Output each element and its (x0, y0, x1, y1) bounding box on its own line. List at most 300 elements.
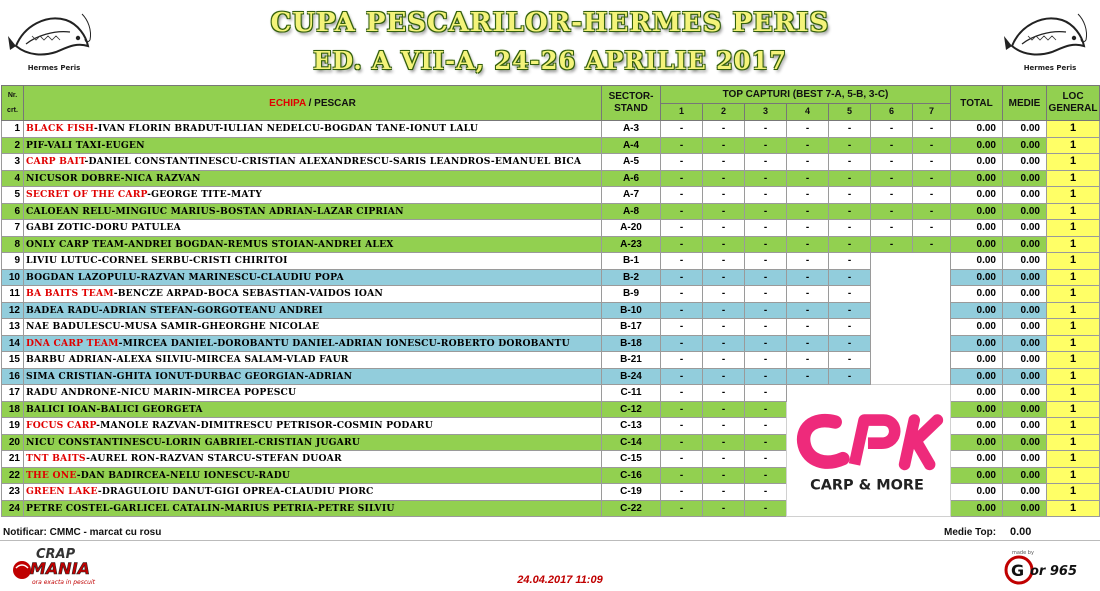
capture-cell: - (661, 121, 703, 138)
capture-cell: - (829, 121, 871, 138)
average-top-label: Medie Top: (944, 527, 997, 538)
row-number: 10 (2, 269, 24, 286)
col-nr-header: Nr. crt. (2, 86, 24, 121)
capture-cell: - (703, 220, 745, 237)
table-row (2, 253, 1100, 270)
capture-cell: - (871, 203, 913, 220)
crap-logo-bottom: MANIA (30, 559, 91, 578)
logo-caption: Hermes Peris (1023, 64, 1077, 72)
capture-cell: - (745, 368, 787, 385)
team-anglers: -BENCZE ARPAD-BOCA SEBASTIAN-VAIDOS IOAN (113, 288, 384, 300)
loc-general-value: 1 (1047, 286, 1100, 303)
medie-value: 0.00 (1003, 269, 1047, 286)
capture-cell: - (703, 302, 745, 319)
cpk-p-icon (854, 420, 894, 464)
capture-cell: - (829, 302, 871, 319)
row-number: 16 (2, 368, 24, 385)
capture-cell: - (703, 253, 745, 270)
capture-cell: - (829, 220, 871, 237)
loc-general-value: 1 (1047, 401, 1100, 418)
capture-cell: - (787, 220, 829, 237)
capture-cell: - (787, 253, 829, 270)
capture-cell: - (745, 451, 787, 468)
capture-cell: - (661, 269, 703, 286)
col-top-sub-header: 3 (745, 103, 787, 121)
loc-general-value: 1 (1047, 253, 1100, 270)
row-number: 8 (2, 236, 24, 253)
capture-cell: - (661, 467, 703, 484)
medie-value: 0.00 (1003, 253, 1047, 270)
table-row (2, 154, 1100, 171)
capture-cell: - (661, 352, 703, 369)
capture-cell: - (745, 484, 787, 501)
loc-general-value: 1 (1047, 335, 1100, 352)
crap-logo-slogan: ora exacta in pescuit (32, 579, 95, 586)
capture-cell: - (703, 451, 745, 468)
capture-cell: - (787, 203, 829, 220)
capture-cell: - (745, 253, 787, 270)
capture-cell: - (913, 137, 951, 154)
team-anglers: BARBU ADRIAN-ALEXA SILVIU-MIRCEA SALAM-VLAD FAUR (26, 354, 349, 366)
total-value: 0.00 (951, 187, 1003, 204)
col-medie-header: MEDIE (1003, 86, 1047, 121)
loc-general-value: 1 (1047, 484, 1100, 501)
page-subtitle: ED. A VII-A, 24-26 APRILIE 2017 (313, 46, 787, 75)
capture-cell: - (661, 434, 703, 451)
team-name (24, 154, 602, 171)
capture-cell: - (703, 236, 745, 253)
col-team-header-rest: / PESCAR (305, 97, 356, 109)
total-value: 0.00 (951, 451, 1003, 468)
capture-cell: - (703, 500, 745, 517)
total-value: 0.00 (951, 385, 1003, 402)
team-anglers: CALOEAN RELU-MINGIUC MARIUS-BOSTAN ADRIAN-LAZAR CIPRIAN (26, 205, 404, 217)
sector-stand: A-4 (602, 137, 661, 154)
capture-cell: - (829, 286, 871, 303)
capture-cell: - (787, 368, 829, 385)
team-anglers: SIMA CRISTIAN-GHITA IONUT-DURBAC GEORGIAN-ADRIAN (26, 370, 353, 382)
row-number: 3 (2, 154, 24, 171)
team-name (24, 451, 602, 468)
capture-cell: - (787, 137, 829, 154)
medie-value: 0.00 (1003, 352, 1047, 369)
total-value: 0.00 (951, 319, 1003, 336)
total-value: 0.00 (951, 401, 1003, 418)
capture-cell: - (661, 500, 703, 517)
capture-cell: - (745, 286, 787, 303)
capture-cell: - (745, 500, 787, 517)
team-anglers: -MANOLE RAZVAN-DIMITRESCU PETRISOR-COSMIN PODARU (96, 420, 433, 432)
total-value: 0.00 (951, 269, 1003, 286)
capture-cell: - (871, 137, 913, 154)
medie-value: 0.00 (1003, 401, 1047, 418)
sector-stand: C-13 (602, 418, 661, 435)
results-table (1, 85, 1100, 517)
crap-logo-top: CRAP (36, 547, 76, 562)
capture-cell: - (745, 302, 787, 319)
loc-general-value: 1 (1047, 500, 1100, 517)
team-club-name: TNT BAITS (26, 453, 87, 465)
capture-cell: - (703, 187, 745, 204)
average-top-value: 0.00 (1010, 526, 1032, 538)
team-club-name: BA BAITS TEAM (26, 288, 114, 300)
row-number: 12 (2, 302, 24, 319)
capture-cell: - (787, 352, 829, 369)
total-value: 0.00 (951, 418, 1003, 435)
capture-cell: - (913, 220, 951, 237)
table-row (2, 236, 1100, 253)
row-number: 9 (2, 253, 24, 270)
capture-cell: - (913, 121, 951, 138)
total-value: 0.00 (951, 434, 1003, 451)
capture-cell: - (703, 484, 745, 501)
table-row (2, 137, 1100, 154)
capture-cell: - (745, 352, 787, 369)
team-name (24, 467, 602, 484)
medie-value: 0.00 (1003, 187, 1047, 204)
row-number: 20 (2, 434, 24, 451)
row-number: 15 (2, 352, 24, 369)
capture-cell: - (829, 352, 871, 369)
capture-cell: - (703, 467, 745, 484)
sector-stand: A-20 (602, 220, 661, 237)
capture-cell: - (829, 154, 871, 171)
team-club-name: THE ONE (26, 469, 77, 481)
cpk-k-icon (905, 420, 938, 464)
capture-cell: - (871, 154, 913, 171)
team-anglers: GABI ZOTIC-DORU PATULEA (26, 222, 181, 234)
loc-general-value: 1 (1047, 269, 1100, 286)
team-anglers: NICU CONSTANTINESCU-LORIN GABRIEL-CRISTIAN JUGARU (26, 436, 361, 448)
col-top-sub-header: 2 (703, 103, 745, 121)
gor-letter: G (1011, 561, 1025, 580)
capture-cell: - (745, 269, 787, 286)
capture-cell: - (661, 319, 703, 336)
capture-cell: - (661, 368, 703, 385)
row-number: 4 (2, 170, 24, 187)
medie-value: 0.00 (1003, 286, 1047, 303)
capture-cell: - (829, 269, 871, 286)
capture-cell: - (913, 170, 951, 187)
capture-cell: - (787, 187, 829, 204)
capture-cell: - (787, 319, 829, 336)
medie-value: 0.00 (1003, 451, 1047, 468)
row-number: 7 (2, 220, 24, 237)
capture-cell: - (829, 203, 871, 220)
capture-cell: - (661, 335, 703, 352)
capture-cell: - (787, 335, 829, 352)
capture-cell: - (787, 236, 829, 253)
capture-cell: - (703, 121, 745, 138)
capture-cell: - (703, 269, 745, 286)
capture-cell: - (661, 203, 703, 220)
team-anglers: -DRAGULOIU DANUT-GIGI OPREA-CLAUDIU PIORC (97, 486, 374, 498)
table-row (2, 121, 1100, 138)
sector-stand: B-1 (602, 253, 661, 270)
col-top-sub-header: 7 (913, 103, 951, 121)
row-number: 11 (2, 286, 24, 303)
sector-stand: C-16 (602, 467, 661, 484)
loc-general-value: 1 (1047, 368, 1100, 385)
made-by-label: made by (1012, 550, 1034, 556)
total-value: 0.00 (951, 286, 1003, 303)
col-top-header: TOP CAPTURI (BEST 7-A, 5-B, 3-C) (661, 86, 951, 104)
team-anglers: -DANIEL CONSTANTINESCU-CRISTIAN ALEXANDRESCU-SARIS LEANDROS-EMANUEL BICA (84, 156, 582, 168)
header (0, 0, 1100, 84)
loc-general-value: 1 (1047, 319, 1100, 336)
capture-cell: - (703, 418, 745, 435)
cpk-tagline: CARP & MORE (810, 477, 924, 494)
row-number: 21 (2, 451, 24, 468)
total-value: 0.00 (951, 368, 1003, 385)
team-anglers: -MIRCEA DANIEL-DOROBANTU DANIEL-ADRIAN IONESCU-ROBERTO DOROBANTU (118, 337, 570, 349)
capture-cell: - (745, 401, 787, 418)
team-name (24, 500, 602, 517)
capture-cell: - (787, 170, 829, 187)
capture-cell: - (913, 154, 951, 171)
footer-note: Notificar: CMMC - marcat cu rosu (3, 527, 162, 538)
sector-stand: A-6 (602, 170, 661, 187)
row-number: 19 (2, 418, 24, 435)
medie-value: 0.00 (1003, 385, 1047, 402)
empty-area (871, 253, 951, 385)
col-top-sub-header: 1 (661, 103, 703, 121)
capture-cell: - (745, 418, 787, 435)
col-top-sub-header: 5 (829, 103, 871, 121)
sector-stand: B-10 (602, 302, 661, 319)
medie-value: 0.00 (1003, 154, 1047, 171)
capture-cell: - (829, 236, 871, 253)
hermes-peris-logo-right (1002, 6, 1098, 76)
row-number: 5 (2, 187, 24, 204)
sponsor-logo-cell (787, 385, 951, 517)
row-number: 2 (2, 137, 24, 154)
capture-cell: - (829, 253, 871, 270)
capture-cell: - (661, 302, 703, 319)
capture-cell: - (913, 203, 951, 220)
capture-cell: - (661, 154, 703, 171)
capture-cell: - (745, 121, 787, 138)
capture-cell: - (829, 187, 871, 204)
sector-stand: B-21 (602, 352, 661, 369)
team-name (24, 187, 602, 204)
capture-cell: - (745, 236, 787, 253)
capture-cell: - (661, 170, 703, 187)
loc-general-value: 1 (1047, 467, 1100, 484)
team-club-name: GREEN LAKE (26, 486, 98, 498)
sector-stand: A-5 (602, 154, 661, 171)
table-body (2, 121, 1100, 517)
hermes-peris-logo-left (6, 6, 102, 76)
capture-cell: - (745, 467, 787, 484)
total-value: 0.00 (951, 137, 1003, 154)
capture-cell: - (703, 286, 745, 303)
capture-cell: - (913, 187, 951, 204)
medie-value: 0.00 (1003, 302, 1047, 319)
team-anglers: -AUREL RON-RAZVAN STARCU-STEFAN DUOAR (86, 453, 342, 465)
team-name (24, 137, 602, 154)
col-top-sub-header: 4 (787, 103, 829, 121)
capture-cell: - (661, 385, 703, 402)
total-value: 0.00 (951, 253, 1003, 270)
total-value: 0.00 (951, 352, 1003, 369)
table-row (2, 170, 1100, 187)
sector-stand: C-22 (602, 500, 661, 517)
total-value: 0.00 (951, 203, 1003, 220)
cpk-sponsor-logo (787, 385, 947, 513)
loc-general-value: 1 (1047, 154, 1100, 171)
sector-stand: B-9 (602, 286, 661, 303)
sector-stand: A-3 (602, 121, 661, 138)
capture-cell: - (829, 335, 871, 352)
capture-cell: - (829, 170, 871, 187)
total-value: 0.00 (951, 302, 1003, 319)
table-row (2, 187, 1100, 204)
team-name (24, 418, 602, 435)
carp-fish-icon (1002, 6, 1098, 68)
team-name (24, 220, 602, 237)
capture-cell: - (661, 451, 703, 468)
capture-cell: - (787, 286, 829, 303)
col-team-header-red: ECHIPA (269, 97, 306, 109)
row-number: 22 (2, 467, 24, 484)
capture-cell: - (745, 170, 787, 187)
footer-divider (0, 540, 1100, 541)
team-anglers: BOGDAN LAZOPULU-RAZVAN MARINESCU-CLAUDIU POPA (26, 271, 344, 283)
gor-965-logo (984, 548, 1094, 586)
team-anglers: LIVIU LUTUC-CORNEL SERBU-CRISTI CHIRITOI (26, 255, 288, 267)
team-name (24, 319, 602, 336)
capture-cell: - (787, 302, 829, 319)
row-number: 14 (2, 335, 24, 352)
capture-cell: - (661, 253, 703, 270)
sector-stand: C-15 (602, 451, 661, 468)
capture-cell: - (745, 203, 787, 220)
loc-general-value: 1 (1047, 203, 1100, 220)
capture-cell: - (703, 137, 745, 154)
capture-cell: - (829, 137, 871, 154)
capture-cell: - (661, 236, 703, 253)
capture-cell: - (703, 335, 745, 352)
loc-general-value: 1 (1047, 170, 1100, 187)
team-anglers: NAE BADULESCU-MUSA SAMIR-GHEORGHE NICOLAE (26, 321, 320, 333)
team-anglers: PIF-VALI TAXI-EUGEN (26, 139, 145, 151)
total-value: 0.00 (951, 121, 1003, 138)
col-sector-header: SECTOR-STAND (602, 86, 661, 121)
capture-cell: - (871, 236, 913, 253)
row-number: 23 (2, 484, 24, 501)
capture-cell: - (829, 319, 871, 336)
capture-cell: - (661, 220, 703, 237)
team-name (24, 368, 602, 385)
capture-cell: - (703, 352, 745, 369)
total-value: 0.00 (951, 500, 1003, 517)
capture-cell: - (703, 203, 745, 220)
capture-cell: - (745, 187, 787, 204)
medie-value: 0.00 (1003, 500, 1047, 517)
logo-caption: Hermes Peris (27, 64, 81, 72)
table-row (2, 220, 1100, 237)
medie-value: 0.00 (1003, 236, 1047, 253)
team-name (24, 269, 602, 286)
medie-value: 0.00 (1003, 434, 1047, 451)
total-value: 0.00 (951, 154, 1003, 171)
loc-general-value: 1 (1047, 451, 1100, 468)
capture-cell: - (871, 170, 913, 187)
capture-cell: - (913, 236, 951, 253)
team-anglers: -DAN BADIRCEA-NELU IONESCU-RADU (76, 469, 291, 481)
capture-cell: - (787, 269, 829, 286)
team-anglers: -IVAN FLORIN BRADUT-IULIAN NEDELCU-BOGDAN TANE-IONUT LALU (94, 123, 479, 135)
total-value: 0.00 (951, 484, 1003, 501)
gor-text: or 965 (1030, 564, 1078, 579)
team-club-name: SECRET OF THE CARP (26, 189, 148, 201)
team-club-name: FOCUS CARP (26, 420, 97, 432)
medie-value: 0.00 (1003, 137, 1047, 154)
table-row (2, 385, 1100, 402)
loc-general-value: 1 (1047, 352, 1100, 369)
capture-cell: - (871, 121, 913, 138)
medie-value: 0.00 (1003, 170, 1047, 187)
team-name (24, 236, 602, 253)
capture-cell: - (787, 121, 829, 138)
row-number: 17 (2, 385, 24, 402)
capture-cell: - (661, 401, 703, 418)
capture-cell: - (703, 154, 745, 171)
capture-cell: - (703, 434, 745, 451)
sector-stand: A-7 (602, 187, 661, 204)
loc-general-value: 1 (1047, 385, 1100, 402)
medie-value: 0.00 (1003, 319, 1047, 336)
sector-stand: A-8 (602, 203, 661, 220)
capture-cell: - (703, 170, 745, 187)
medie-value: 0.00 (1003, 203, 1047, 220)
team-name (24, 335, 602, 352)
page-title: CUPA PESCARILOR-HERMES PERIS (270, 8, 830, 38)
capture-cell: - (703, 319, 745, 336)
loc-general-value: 1 (1047, 187, 1100, 204)
sector-stand: B-18 (602, 335, 661, 352)
medie-value: 0.00 (1003, 368, 1047, 385)
team-name (24, 170, 602, 187)
timestamp: 24.04.2017 11:09 (517, 574, 603, 586)
loc-general-value: 1 (1047, 137, 1100, 154)
sector-stand: C-12 (602, 401, 661, 418)
medie-value: 0.00 (1003, 418, 1047, 435)
capture-cell: - (661, 187, 703, 204)
row-number: 18 (2, 401, 24, 418)
sector-stand: B-17 (602, 319, 661, 336)
capture-cell: - (745, 137, 787, 154)
capture-cell: - (661, 286, 703, 303)
team-name (24, 302, 602, 319)
sector-stand: A-23 (602, 236, 661, 253)
total-value: 0.00 (951, 236, 1003, 253)
capture-cell: - (661, 418, 703, 435)
team-name (24, 203, 602, 220)
col-team-header (24, 86, 602, 121)
capture-cell: - (745, 319, 787, 336)
team-anglers: NICUSOR DOBRE-NICA RAZVAN (26, 172, 201, 184)
col-loc-header: LOC GENERAL (1047, 86, 1100, 121)
sector-stand: C-14 (602, 434, 661, 451)
team-anglers: BADEA RADU-ADRIAN STEFAN-GORGOTEANU ANDREI (26, 304, 323, 316)
capture-cell: - (745, 434, 787, 451)
cpk-c-icon (804, 421, 843, 462)
medie-value: 0.00 (1003, 467, 1047, 484)
col-total-header: TOTAL (951, 86, 1003, 121)
total-value: 0.00 (951, 220, 1003, 237)
